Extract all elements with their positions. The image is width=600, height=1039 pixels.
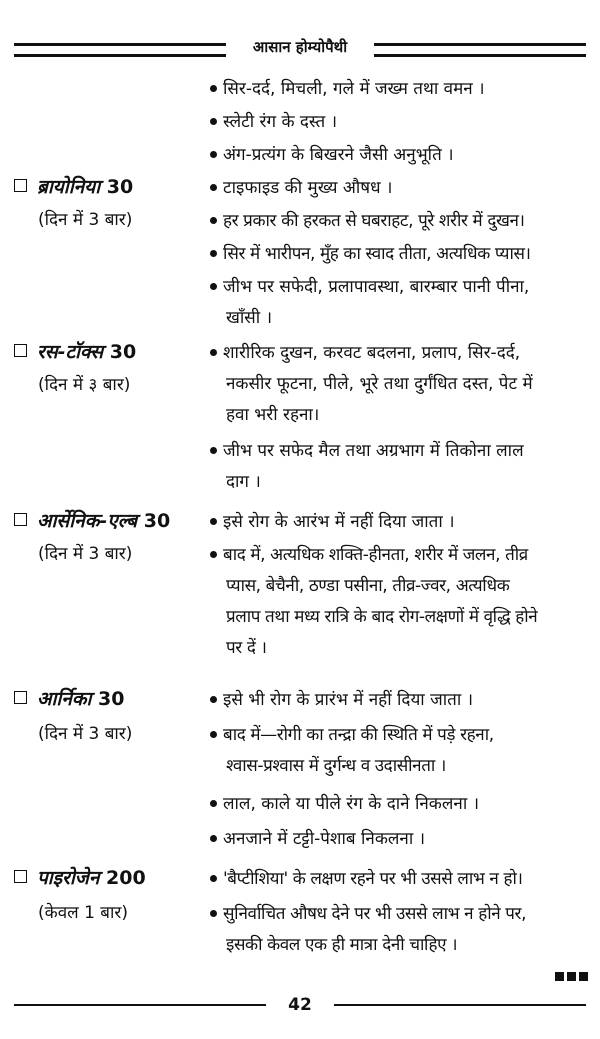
- bullet-point: [210, 239, 596, 270]
- remedy-dose: (केवल 1 बार): [38, 903, 128, 923]
- point-text: स्लेटी रंग के दस्त ।: [223, 112, 338, 132]
- bullet-point: [210, 540, 596, 664]
- point-text: इसे भी रोग के प्रारंभ में नहीं दिया जाता ।: [223, 690, 474, 710]
- remedy-name: आर्निका: [37, 688, 92, 710]
- remedy-heading: [14, 685, 124, 713]
- bullet-point: [210, 789, 596, 820]
- point-continuation: पर दें ।: [226, 638, 267, 658]
- point-continuation: इसकी केवल एक ही मात्रा देनी चाहिए ।: [226, 935, 458, 955]
- bullet-point: [210, 720, 596, 782]
- bullet-icon: [210, 85, 217, 92]
- header-rule-left: [14, 43, 226, 57]
- point-text: सिर-दर्द, मिचली, गले में जख्म तथा वमन ।: [223, 79, 485, 99]
- point-text: सुनिर्वाचित औषध देने पर भी उससे लाभ न होने पर,: [223, 904, 527, 924]
- bullet-point: [210, 436, 596, 498]
- bullet-icon: [210, 217, 217, 224]
- bullet-icon: [210, 518, 217, 525]
- bullet-point: [210, 173, 596, 204]
- bullet-icon: [210, 910, 217, 917]
- bullet-icon: [210, 875, 217, 882]
- remedy-heading: [14, 173, 133, 201]
- remedy-name: ब्रायोनिया: [37, 176, 101, 198]
- bullet-icon: [210, 835, 217, 842]
- point-text: 'बैप्टीशिया' के लक्षण रहने पर भी उससे लाभ न हो।: [223, 869, 523, 889]
- running-header: [14, 36, 586, 62]
- remedy-potency: 30: [98, 688, 125, 710]
- remedy-dose: (दिन में ३ बार): [38, 375, 131, 395]
- point-continuation: खाँसी ।: [226, 308, 273, 328]
- remedy-potency: 30: [106, 176, 134, 198]
- point-continuation: प्रलाप तथा मध्य रात्रि के बाद रोग-लक्षणों में वृद्धि होने: [226, 607, 538, 627]
- point-continuation: दाग ।: [226, 472, 261, 492]
- bullet-icon: [210, 151, 217, 158]
- remedy-name: पाइरोजेन: [37, 867, 100, 889]
- bullet-icon: [210, 250, 217, 257]
- point-text: टाइफाइड की मुख्य औषध ।: [223, 178, 393, 198]
- checkbox-square-icon: [14, 691, 27, 704]
- remedy-heading: [14, 338, 136, 366]
- checkbox-square-icon: [14, 513, 27, 526]
- remedy-potency: 30: [109, 341, 137, 363]
- bullet-point: [210, 507, 596, 538]
- bullet-icon: [210, 447, 217, 454]
- header-title: आसान होम्योपैथी: [252, 38, 348, 56]
- remedy-name: आर्सेनिक-एल्ब: [37, 510, 138, 532]
- bullet-icon: [210, 800, 217, 807]
- point-text: अंग-प्रत्यंग के बिखरने जैसी अनुभूति ।: [223, 145, 454, 165]
- footer-rule-left: [14, 1004, 266, 1006]
- point-text: इसे रोग के आरंभ में नहीं दिया जाता ।: [223, 512, 455, 532]
- bullet-icon: [210, 731, 217, 738]
- remedy-dose: (दिन में 3 बार): [38, 210, 133, 230]
- remedy-dose: (दिन में 3 बार): [38, 724, 133, 744]
- bullet-icon: [210, 184, 217, 191]
- bullet-point: [210, 338, 596, 431]
- bullet-icon: [210, 551, 217, 558]
- point-text: बाद में—रोगी का तन्द्रा की स्थिति में पड़े रहना,: [223, 725, 494, 745]
- bullet-point: [210, 899, 596, 961]
- bullet-point: [210, 206, 596, 237]
- remedy-potency: 30: [143, 510, 171, 532]
- point-text: सिर में भारीपन, मुँह का स्वाद तीता, अत्यधिक प्यास।: [223, 244, 531, 264]
- checkbox-square-icon: [14, 344, 27, 357]
- point-continuation: प्यास, बेचैनी, ठण्डा पसीना, तीव्र-ज्वर, अत्यधिक: [226, 576, 510, 596]
- point-continuation: नकसीर फूटना, पीले, भूरे तथा दुर्गंधित दस्त, पेट में: [226, 374, 533, 394]
- checkbox-square-icon: [14, 870, 27, 883]
- remedy-heading: [14, 507, 170, 535]
- point-continuation: श्वास-प्रश्वास में दुर्गन्ध व उदासीनता ।: [226, 756, 446, 776]
- checkbox-square-icon: [14, 179, 27, 192]
- remedy-dose: (दिन में 3 बार): [38, 544, 133, 564]
- page-footer: [14, 994, 586, 1018]
- point-text: जीभ पर सफेद मैल तथा अग्रभाग में तिकोना लाल: [223, 441, 524, 461]
- bullet-icon: [210, 283, 217, 290]
- remedy-heading: [14, 864, 146, 892]
- point-continuation: हवा भरी रहना।: [226, 405, 320, 425]
- bullet-point: [210, 824, 596, 855]
- bullet-icon: [210, 696, 217, 703]
- bullet-point: [210, 140, 596, 171]
- bullet-point: [210, 107, 596, 138]
- bullet-icon: [210, 349, 217, 356]
- footer-rule-right: [334, 1004, 586, 1006]
- point-text: लाल, काले या पीले रंग के दाने निकलना ।: [223, 794, 480, 814]
- point-text: शारीरिक दुखन, करवट बदलना, प्रलाप, सिर-दर्द,: [223, 343, 521, 363]
- point-text: जीभ पर सफेदी, प्रलापावस्था, बारम्बार पानी पीना,: [223, 277, 530, 297]
- remedy-name: रस-टॉक्स: [37, 341, 104, 363]
- remedy-potency: 200: [106, 867, 146, 889]
- bullet-icon: [210, 118, 217, 125]
- bullet-point: [210, 74, 596, 105]
- section-end-marks-icon: [552, 966, 588, 985]
- point-text: हर प्रकार की हरकत से घबराहट, पूरे शरीर में दुखन।: [223, 211, 525, 231]
- bullet-point: [210, 864, 596, 895]
- header-rule-right: [374, 43, 586, 57]
- page-number: 42: [288, 995, 312, 1015]
- bullet-point: [210, 685, 596, 716]
- bullet-point: [210, 272, 596, 334]
- point-text: अनजाने में टट्टी-पेशाब निकलना ।: [223, 829, 426, 849]
- point-text: बाद में, अत्यधिक शक्ति-हीनता, शरीर में जलन, तीव्र: [223, 545, 528, 565]
